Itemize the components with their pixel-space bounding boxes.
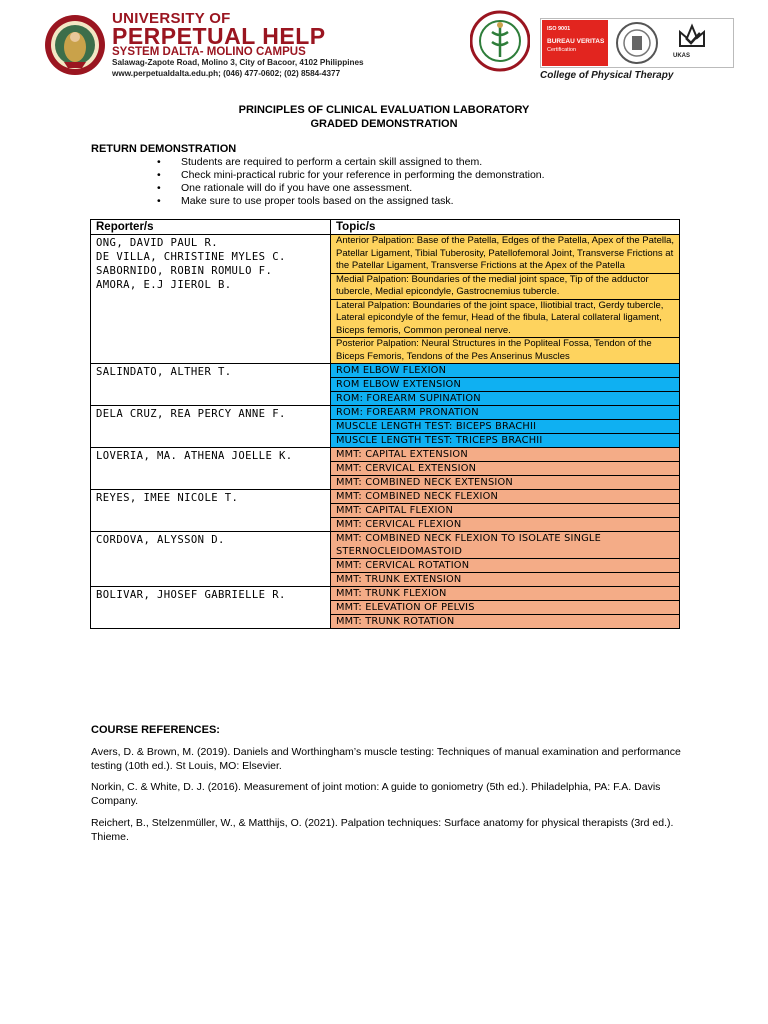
topic-cell: MMT: CERVICAL EXTENSION: [331, 462, 680, 476]
topic-column-header: Topic/s: [331, 220, 680, 235]
topic-cell: Anterior Palpation: Base of the Patella, Edges of the Patella, Apex of the Patella, Patellar Ligament, Tibial Tuberosity, Patellofemoral Joint, Transverse Frictions at the Patellar Ligament, Transverse Frictions at the Apex of the Patella: [331, 235, 680, 274]
topic-cell: MUSCLE LENGTH TEST: TRICEPS BRACHII: [331, 434, 680, 448]
reference-entry: Norkin, C. & White, D. J. (2016). Measurement of joint motion: A guide to goniometry (5th ed.). Philadelphia, PA: F.A. Davis Company.: [91, 781, 661, 807]
topic-cell: MMT: COMBINED NECK FLEXION TO ISOLATE SINGLE STERNOCLEIDOMASTOID: [331, 532, 680, 559]
table-row: [91, 448, 680, 462]
instruction-text: Students are required to perform a certain skill assigned to them.: [181, 156, 483, 168]
instruction-text: One rationale will do if you have one assessment.: [181, 182, 413, 194]
bullet-icon: •: [157, 182, 161, 194]
reporter-name: SALINDATO, ALTHER T.: [96, 366, 232, 378]
reporter-column-header: Reporter/s: [91, 220, 331, 235]
reporter-name: LOVERIA, MA. ATHENA JOELLE K.: [96, 450, 293, 462]
topic-cell: MMT: COMBINED NECK FLEXION: [331, 490, 680, 504]
bureau-veritas-seal-icon: [611, 21, 663, 65]
topic-cell: ROM ELBOW FLEXION: [331, 364, 680, 378]
bureau-veritas-label: BUREAU VERITAS: [547, 38, 605, 45]
bullet-icon: •: [157, 156, 161, 168]
iso-label: ISO 9001: [547, 26, 571, 32]
topic-cell: MMT: COMBINED NECK EXTENSION: [331, 476, 680, 490]
table-header-row: [91, 220, 680, 235]
topic-cell: MMT: CERVICAL FLEXION: [331, 518, 680, 532]
topic-cell: MUSCLE LENGTH TEST: BICEPS BRACHII: [331, 420, 680, 434]
table-row: [91, 490, 680, 504]
reporter-name: CORDOVA, ALYSSON D.: [96, 534, 225, 546]
college-name: College of Physical Therapy: [540, 70, 674, 81]
topic-cell: MMT: TRUNK FLEXION: [331, 587, 680, 601]
instruction-text: Make sure to use proper tools based on the assigned task.: [181, 195, 454, 207]
reporter-cell: [91, 587, 331, 629]
topic-cell: MMT: CAPITAL EXTENSION: [331, 448, 680, 462]
topic-cell: ROM ELBOW EXTENSION: [331, 378, 680, 392]
reporter-name: AMORA, E.J JIEROL B.: [96, 279, 232, 291]
table-row: [91, 406, 680, 420]
reporter-name: ONG, DAVID PAUL R.: [96, 237, 219, 249]
reference-entry: Reichert, B., Stelzenmüller, W., & Matthijs, O. (2021). Palpation techniques: Surface anatomy for physical therapists (3rd ed.). Thieme.: [91, 817, 674, 843]
instruction-text: Check mini-practical rubric for your reference in performing the demonstration.: [181, 169, 545, 181]
reporter-name: REYES, IMEE NICOLE T.: [96, 492, 239, 504]
reporter-cell: [91, 235, 331, 364]
document-subtitle: GRADED DEMONSTRATION: [310, 118, 458, 130]
ukas-crown-icon: [675, 22, 709, 52]
bureau-veritas-panel: [542, 20, 608, 66]
reporter-cell: [91, 406, 331, 448]
physical-therapy-college-logo: [470, 10, 530, 72]
university-of-text: UNIVERSITY OF: [112, 10, 231, 27]
campus-name: SYSTEM DALTA- MOLINO CAMPUS: [112, 46, 306, 58]
topic-cell: MMT: TRUNK EXTENSION: [331, 573, 680, 587]
topic-cell: Posterior Palpation: Neural Structures in the Popliteal Fossa, Tendon of the Biceps Femoris, Tendons of the Pes Anserinus Muscles: [331, 338, 680, 364]
reporter-name: DE VILLA, CHRISTINE MYLES C.: [96, 251, 286, 263]
reporter-cell: [91, 364, 331, 406]
ukas-label: UKAS: [673, 53, 691, 59]
table-row: [91, 532, 680, 559]
references-heading: COURSE REFERENCES:: [91, 724, 220, 736]
section-heading: RETURN DEMONSTRATION: [91, 143, 237, 155]
reporter-cell: [91, 448, 331, 490]
address-line: Salawag-Zapote Road, Molino 3, City of Bacoor, 4102 Philippines: [112, 58, 364, 67]
topic-cell: MMT: CERVICAL ROTATION: [331, 559, 680, 573]
reference-entry: Avers, D. & Brown, M. (2019). Daniels and Worthingham’s muscle testing: Techniques of manual examination and performance testing (10th ed.). St Louis, MO: Elsevier.: [91, 746, 681, 772]
table-row: [91, 364, 680, 378]
reporter-name: SABORNIDO, ROBIN ROMULO F.: [96, 265, 273, 277]
topic-cell: ROM: FOREARM SUPINATION: [331, 392, 680, 406]
certification-badge: [540, 18, 734, 68]
topic-cell: Lateral Palpation: Boundaries of the joint space, Iliotibial tract, Gerdy tubercle, Lateral epicondyle of the femur, Head of the fibula, Lateral collateral ligament, Biceps femoris, Common peroneal nerve.: [331, 299, 680, 338]
topic-cell: MMT: ELEVATION OF PELVIS: [331, 601, 680, 615]
assignment-table: [90, 219, 680, 629]
topic-cell: ROM: FOREARM PRONATION: [331, 406, 680, 420]
reporter-name: DELA CRUZ, REA PERCY ANNE F.: [96, 408, 286, 420]
bullet-icon: •: [157, 195, 161, 207]
reporter-name: BOLIVAR, JHOSEF GABRIELLE R.: [96, 589, 286, 601]
topic-cell: Medial Palpation: Boundaries of the medial joint space, Tip of the adductor tubercle, Medial epicondyle, Gastrocnemius tubercle.: [331, 273, 680, 299]
topic-cell: MMT: TRUNK ROTATION: [331, 615, 680, 629]
university-seal-logo: [44, 12, 106, 78]
reporter-cell: [91, 532, 331, 587]
contact-line: www.perpetualdalta.edu.ph; (046) 477-0602; (02) 8584-4377: [112, 69, 341, 78]
table-row: [91, 587, 680, 601]
document-title: PRINCIPLES OF CLINICAL EVALUATION LABORATORY: [238, 104, 530, 116]
topic-cell: MMT: CAPITAL FLEXION: [331, 504, 680, 518]
table-row: [91, 235, 680, 274]
bullet-icon: •: [157, 169, 161, 181]
university-name: PERPETUAL HELP: [112, 23, 326, 49]
reporter-cell: [91, 490, 331, 532]
certification-label: Certification: [547, 47, 577, 53]
